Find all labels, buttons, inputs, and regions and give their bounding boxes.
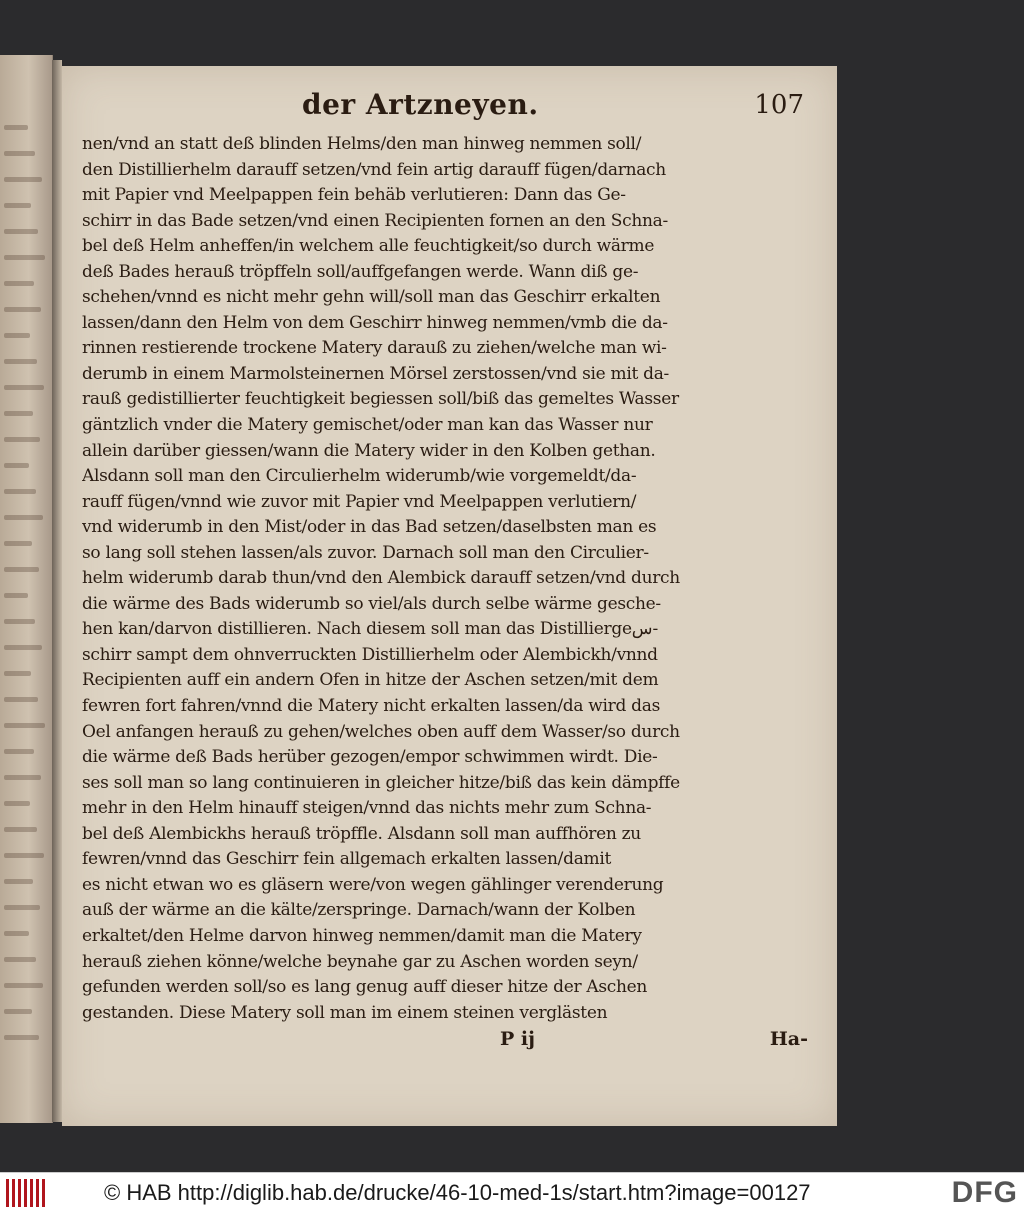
text-line: hen kan/darvon distillieren. Nach diesem soll man das Distilliergeس- xyxy=(82,619,659,640)
ghost-line xyxy=(4,333,30,338)
ghost-line xyxy=(4,489,36,494)
source-url[interactable]: © HAB http://diglib.hab.de/drucke/46-10-med-1s/start.htm?image=00127 xyxy=(104,1180,811,1205)
text-line: so lang soll stehen lassen/als zuvor. Darnach soll man den Circulier- xyxy=(82,542,649,563)
text-line: die wärme des Bads widerumb so viel/als durch selbe wärme gesche- xyxy=(82,593,661,614)
text-line: rauß gedistillierter feuchtigkeit begiessen soll/biß das gemeltes Wasser xyxy=(82,389,679,410)
text-line: gäntzlich vnder die Matery gemischet/oder man kan das Wasser nur xyxy=(82,415,653,436)
text-line: derumb in einem Marmolsteinernen Mörsel zerstossen/vnd sie mit da- xyxy=(82,363,669,384)
text-line: schirr in das Bade setzen/vnd einen Recipienten fornen an den Schna- xyxy=(82,210,668,231)
text-line: fewren fort fahren/vnnd die Matery nicht erkalten lassen/da wird das xyxy=(82,696,661,717)
text-line: rinnen restierende trockene Matery darauß zu ziehen/welche man wi- xyxy=(82,338,667,359)
ghost-line xyxy=(4,905,40,910)
text-line: lassen/dann den Helm von dem Geschirr hinweg nemmen/vmb die da- xyxy=(82,312,668,333)
text-line: schirr sampt dem ohnverruckten Distillierhelm oder Alembickh/vnnd xyxy=(82,644,658,665)
text-line: bel deß Helm anheffen/in welchem alle feuchtigkeit/so durch wärme xyxy=(82,236,655,257)
ghost-line xyxy=(4,437,40,442)
ghost-line xyxy=(4,957,36,962)
ghost-line xyxy=(4,385,44,390)
ghost-line xyxy=(4,931,29,936)
text-line: mit Papier vnd Meelpappen fein behäb verlutieren: Dann das Ge- xyxy=(82,185,626,206)
ghost-line xyxy=(4,203,31,208)
text-line: deß Bades herauß tröpffeln soll/auffgefangen werde. Wann diß ge- xyxy=(82,261,639,282)
text-line: gefunden werden soll/so es lang genug auff dieser hitze der Aschen xyxy=(82,977,648,998)
text-line: fewren/vnnd das Geschirr fein allgemach erkalten lassen/damit xyxy=(82,849,612,870)
ghost-line xyxy=(4,463,29,468)
ghost-line xyxy=(4,593,28,598)
text-line: Alsdann soll man den Circulierhelm widerumb/wie vorgemeldt/da- xyxy=(82,466,637,487)
ghost-line xyxy=(4,619,35,624)
text-line: rauff fügen/vnnd wie zuvor mit Papier vnd Meelpappen verlutiern/ xyxy=(82,491,637,512)
ghost-line xyxy=(4,1035,39,1040)
ghost-line xyxy=(4,801,30,806)
page-number: 107 xyxy=(754,90,804,120)
ghost-line xyxy=(4,359,37,364)
text-line: bel deß Alembickhs herauß tröpffle. Alsdann soll man auffhören zu xyxy=(82,823,641,844)
ghost-line xyxy=(4,567,39,572)
ghost-line xyxy=(4,853,44,858)
ghost-line xyxy=(4,645,42,650)
text-line: den Distillierhelm darauff setzen/vnd fein artig darauff fügen/darnach xyxy=(82,159,666,180)
hab-logo-icon xyxy=(6,1179,48,1207)
text-line: herauß ziehen könne/welche beynahe gar zu Aschen worden seyn/ xyxy=(82,951,638,972)
text-line: auß der wärme an die kälte/zerspringe. Darnach/wann der Kolben xyxy=(82,900,636,921)
footer-bar xyxy=(0,1172,1024,1213)
text-line: ses soll man so lang continuieren in gleicher hitze/biß das kein dämpffe xyxy=(82,772,680,793)
ghost-line xyxy=(4,411,33,416)
ghost-line xyxy=(4,671,31,676)
text-line: erkaltet/den Helme darvon hinweg nemmen/damit man die Matery xyxy=(82,925,642,946)
ghost-line xyxy=(4,749,34,754)
text-line: helm widerumb darab thun/vnd den Alembick darauff setzen/vnd durch xyxy=(82,568,680,589)
text-line: nen/vnd an statt deß blinden Helms/den man hinweg nemmen soll/ xyxy=(82,134,642,154)
text-line: schehen/vnnd es nicht mehr gehn will/soll man das Geschirr erkalten xyxy=(82,287,661,308)
ghost-line xyxy=(4,827,37,832)
running-head: der Artzneyen. xyxy=(302,88,539,121)
ghost-line xyxy=(4,1009,32,1014)
text-line: gestanden. Diese Matery soll man im einem steinen verglästen xyxy=(82,1002,608,1023)
body-text xyxy=(82,132,782,1026)
ghost-line xyxy=(4,307,41,312)
previous-page-edge xyxy=(0,55,53,1123)
text-line: die wärme deß Bads herüber gezogen/empor schwimmen wirdt. Die- xyxy=(82,747,658,768)
dfg-logo: DFG xyxy=(951,1176,1018,1209)
ghost-line xyxy=(4,775,41,780)
ghost-line xyxy=(4,983,43,988)
ghost-line xyxy=(4,229,38,234)
book-page xyxy=(62,66,837,1126)
ghost-line xyxy=(4,697,38,702)
ghost-line xyxy=(4,125,28,130)
text-line: mehr in den Helm hinauff steigen/vnnd das nichts mehr zum Schna- xyxy=(82,798,652,819)
text-line: allein darüber giessen/wann die Matery wider in den Kolben gethan. xyxy=(82,440,656,461)
ghost-line xyxy=(4,255,45,260)
book-binding xyxy=(52,60,62,1122)
page-text-block xyxy=(82,88,808,1058)
ghost-line xyxy=(4,151,35,156)
text-line: vnd widerumb in den Mist/oder in das Bad setzen/daselbsten man es xyxy=(82,517,657,538)
catchword: Ha- xyxy=(769,1028,808,1051)
text-line: Recipienten auff ein andern Ofen in hitze der Aschen setzen/mit dem xyxy=(82,670,659,691)
page-footer xyxy=(82,1028,808,1058)
ghost-line xyxy=(4,177,42,182)
ghost-line xyxy=(4,879,33,884)
ghost-line xyxy=(4,515,43,520)
ghost-line xyxy=(4,281,34,286)
signature-mark: P ij xyxy=(500,1028,535,1051)
text-line: es nicht etwan wo es gläsern were/von wegen gählinger verenderung xyxy=(82,874,664,895)
page-header xyxy=(82,88,804,132)
ghost-line xyxy=(4,541,32,546)
text-line: Oel anfangen herauß zu gehen/welches oben auff dem Wasser/so durch xyxy=(82,721,680,742)
ghost-line xyxy=(4,723,45,728)
